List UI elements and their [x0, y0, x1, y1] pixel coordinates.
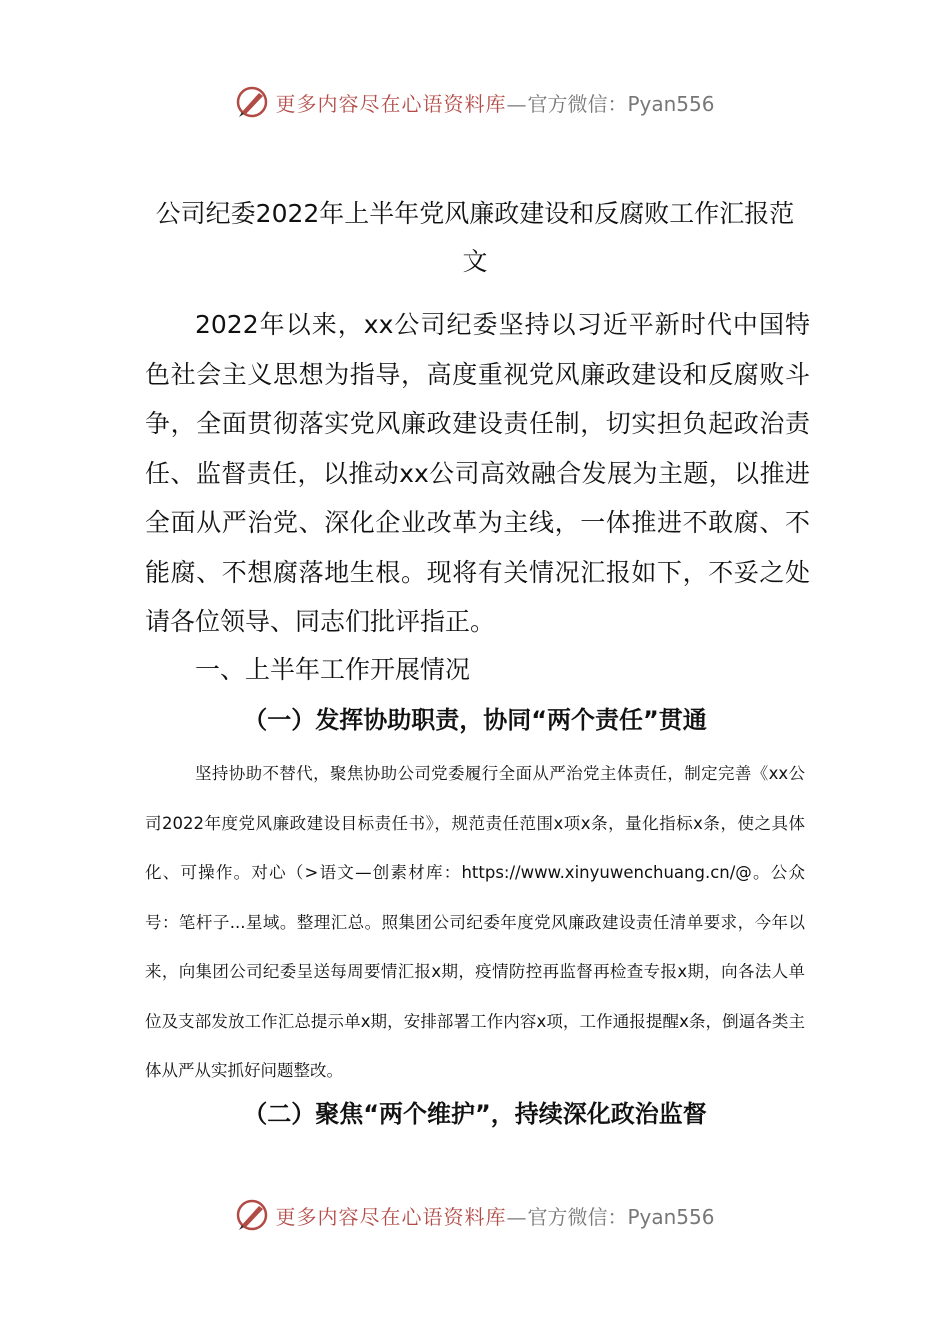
footer-banner-text: 更多内容尽在心语资料库—官方微信：Pyan556: [275, 1204, 715, 1229]
lead-paragraph: 2022年以来，xx公司纪委坚持以习近平新时代中国特色社会主义思想为指导，高度重视党风廉政建设和反腐败斗争，全面贯彻落实党风廉政建设责任制，切实担负起政治责任、监督责任，以推动xx公司高效融合发展为主题，以推进全面从严治党、深化企业改革为主线，一体推进不敢腐、不能腐、不想腐落地生根。现将有关情况汇报如下，不妥之处请各位领导、同志们批评指正。: [145, 310, 810, 636]
document-title: 公司纪委2022年上半年党风廉政建设和反腐败工作汇报范文: [155, 199, 795, 276]
subsection-1-body: 坚持协助不替代，聚焦协助公司党委履行全面从严治党主体责任，制定完善《xx公司2022年度党风廉政建设目标责任书》，规范责任范围x项x条，量化指标x条，使之具体化、可操作。对心（>语文—创素材库：https://www.xinyuwenchuang.cn/@。公众号：笔杆子...星域。整理汇总。照集团公司纪委年度党风廉政建设责任清单要求，今年以来，向集团公司纪委呈送每周要情汇报x期，疫情防控再监督再检查专报x期，向各法人单位及支部发放工作汇总提示单x期，安排部署工作内容x项，工作通报提醒x条，倒逼各类主体从严从实抓好问题整改。: [145, 764, 805, 1080]
section-heading-1: 一、上半年工作开展情况: [195, 655, 471, 684]
footer-watermark-banner: [0, 1195, 950, 1235]
header-watermark-banner: [0, 82, 950, 122]
pen-logo-icon: [235, 85, 269, 119]
header-banner-text: 更多内容尽在心语资料库—官方微信：Pyan556: [275, 91, 715, 116]
pen-logo-icon: [235, 1198, 269, 1232]
subsection-heading-2: （二）聚焦“两个维护”，持续深化政治监督: [243, 1100, 707, 1128]
subsection-heading-1: （一）发挥协助职责，协同“两个责任”贯通: [243, 706, 707, 734]
